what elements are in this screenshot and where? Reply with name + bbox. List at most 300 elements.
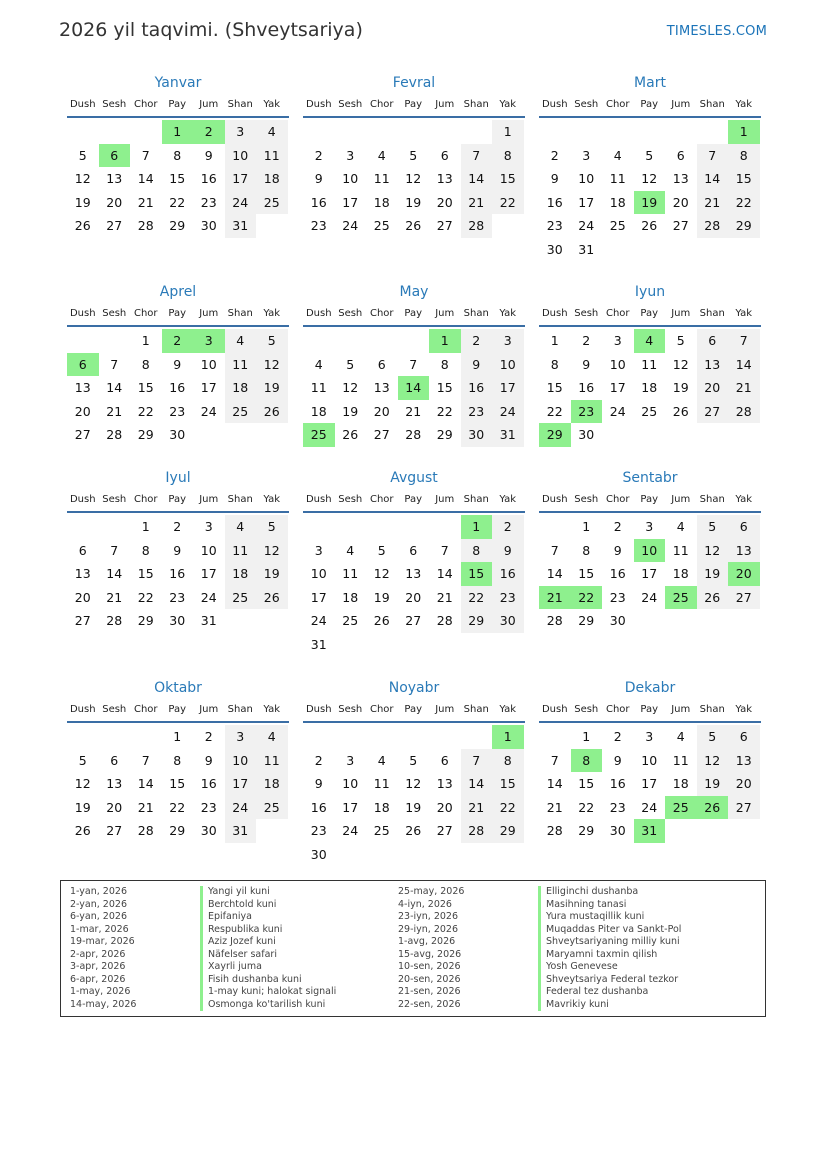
day-cell: 30 xyxy=(609,823,626,839)
day-cell: 26 xyxy=(405,823,422,839)
day-cell: 15 xyxy=(169,171,186,187)
holiday-date: 2-apr, 2026 xyxy=(70,948,126,960)
empty-cell xyxy=(366,329,398,353)
day-cell: 14 xyxy=(461,167,493,191)
days-grid xyxy=(539,515,761,633)
days-grid xyxy=(539,725,761,843)
day-cell: 18 xyxy=(225,562,257,586)
day-cell: 4 xyxy=(225,515,257,539)
holiday-dates-col-1 xyxy=(70,886,195,1011)
day-cell: 2 xyxy=(582,333,591,348)
day-cell: 22 xyxy=(492,796,524,820)
day-cell: 16 xyxy=(546,194,563,210)
day-cell: 2 xyxy=(173,519,182,534)
holiday-name: Mavrikiy kuni xyxy=(538,999,758,1012)
empty-cell xyxy=(429,725,461,749)
day-cell: 2 xyxy=(613,729,622,744)
day-cell: 31 xyxy=(492,423,524,447)
day-cell: 14 xyxy=(436,566,453,582)
weekday-label: Yak xyxy=(499,99,517,110)
weekday-label: Jum xyxy=(199,308,219,319)
weekday-label: Sesh xyxy=(574,308,599,319)
day-cell: 23 xyxy=(546,218,563,234)
empty-cell xyxy=(571,120,603,144)
weekday-label: Shan xyxy=(463,494,489,505)
day-cell: 27 xyxy=(436,218,453,234)
day-cell: 4 xyxy=(225,329,257,353)
day-cell: 7 xyxy=(697,144,729,168)
day-cell: 1 xyxy=(582,519,591,534)
day-cell: 25 xyxy=(373,218,390,234)
day-cell: 22 xyxy=(137,589,154,605)
holiday-day-cell: 3 xyxy=(193,329,225,353)
weekday-label: Jum xyxy=(435,99,455,110)
weekday-label: Jum xyxy=(671,494,691,505)
day-cell: 8 xyxy=(492,749,524,773)
day-cell: 11 xyxy=(225,353,257,377)
day-cell: 4 xyxy=(256,725,288,749)
day-cell: 26 xyxy=(405,218,422,234)
month-sentabr xyxy=(539,469,761,633)
day-cell: 15 xyxy=(492,772,524,796)
holiday-date: 2-yan, 2026 xyxy=(70,898,127,910)
holiday-day-cell: 25 xyxy=(665,586,697,610)
day-cell: 31 xyxy=(578,241,595,257)
day-cell: 2 xyxy=(550,147,559,163)
day-cell: 11 xyxy=(373,171,390,187)
weekday-label: Jum xyxy=(199,494,219,505)
day-cell: 23 xyxy=(169,589,186,605)
day-cell: 5 xyxy=(697,515,729,539)
day-cell: 22 xyxy=(728,191,760,215)
day-cell: 10 xyxy=(641,752,658,768)
holiday-name: Masihning tanasi xyxy=(538,899,758,912)
day-cell: 17 xyxy=(342,194,359,210)
weekday-label: Yak xyxy=(499,494,517,505)
day-cell: 14 xyxy=(728,353,760,377)
holiday-dates-col-2 xyxy=(398,886,538,1011)
weekday-label: Sesh xyxy=(338,308,363,319)
day-cell: 27 xyxy=(405,613,422,629)
day-cell: 27 xyxy=(728,796,760,820)
month-name: Avgust xyxy=(390,470,438,486)
empty-cell xyxy=(539,120,571,144)
weekday-label: Shan xyxy=(699,99,725,110)
day-cell: 14 xyxy=(137,776,154,792)
day-cell: 7 xyxy=(728,329,760,353)
holiday-name: Berchtold kuni xyxy=(200,899,390,912)
day-cell: 25 xyxy=(225,586,257,610)
weekday-label: Yak xyxy=(735,494,753,505)
month-aprel xyxy=(67,283,289,447)
day-cell: 20 xyxy=(74,589,91,605)
empty-cell xyxy=(303,329,335,353)
empty-cell xyxy=(67,120,99,144)
day-cell: 28 xyxy=(728,400,760,424)
holiday-name: Näfelser safari xyxy=(200,949,390,962)
day-cell: 19 xyxy=(405,194,422,210)
weekday-label: Chor xyxy=(133,99,158,110)
day-cell: 13 xyxy=(106,776,123,792)
day-cell: 24 xyxy=(200,403,217,419)
weekday-label: Dush xyxy=(541,704,568,715)
weekday-label: Chor xyxy=(133,308,158,319)
month-oktabr xyxy=(67,679,289,843)
day-cell: 12 xyxy=(342,380,359,396)
empty-cell xyxy=(398,329,430,353)
day-cell: 17 xyxy=(578,194,595,210)
day-cell: 8 xyxy=(440,356,449,372)
day-cell: 24 xyxy=(225,191,257,215)
empty-cell xyxy=(335,515,367,539)
day-cell: 2 xyxy=(314,147,323,163)
day-cell: 8 xyxy=(582,542,591,558)
month-name: Yanvar xyxy=(154,75,202,91)
day-cell: 10 xyxy=(342,776,359,792)
weekday-label: Shan xyxy=(699,494,725,505)
day-cell: 12 xyxy=(405,171,422,187)
day-cell: 19 xyxy=(697,562,729,586)
day-cell: 27 xyxy=(74,427,91,443)
day-cell: 11 xyxy=(373,776,390,792)
day-cell: 2 xyxy=(204,729,213,744)
day-cell: 25 xyxy=(609,218,626,234)
empty-cell xyxy=(634,120,666,144)
day-cell: 19 xyxy=(256,376,288,400)
day-cell: 7 xyxy=(550,542,559,558)
day-cell: 7 xyxy=(550,752,559,768)
day-cell: 21 xyxy=(137,799,154,815)
day-cell: 12 xyxy=(373,566,390,582)
day-cell: 17 xyxy=(492,376,524,400)
day-cell: 18 xyxy=(641,380,658,396)
day-cell: 4 xyxy=(377,752,386,768)
day-cell: 23 xyxy=(200,799,217,815)
day-cell: 10 xyxy=(578,171,595,187)
day-cell: 5 xyxy=(256,329,288,353)
empty-cell xyxy=(461,120,493,144)
weekday-label: Yak xyxy=(499,308,517,319)
day-cell: 25 xyxy=(342,613,359,629)
weekday-label: Shan xyxy=(463,99,489,110)
day-cell: 6 xyxy=(697,329,729,353)
day-cell: 1 xyxy=(141,333,150,348)
weekday-label: Dush xyxy=(69,99,96,110)
holiday-date: 19-mar, 2026 xyxy=(70,936,135,947)
month-name: Mart xyxy=(634,75,666,91)
day-cell: 16 xyxy=(461,376,493,400)
site-logo-link[interactable]: TIMESLES.COM xyxy=(666,24,767,39)
weekday-label: Yak xyxy=(263,494,281,505)
day-cell: 16 xyxy=(310,194,327,210)
day-cell: 22 xyxy=(546,403,563,419)
day-cell: 4 xyxy=(676,729,685,744)
day-cell: 11 xyxy=(256,749,288,773)
holiday-name: Aziz Jozef kuni xyxy=(200,936,390,949)
holiday-date: 1-mar, 2026 xyxy=(70,923,129,935)
day-cell: 20 xyxy=(106,194,123,210)
day-cell: 17 xyxy=(609,380,626,396)
weekday-label: Dush xyxy=(541,99,568,110)
month-fevral xyxy=(303,74,525,238)
day-cell: 27 xyxy=(672,218,689,234)
day-cell: 13 xyxy=(373,380,390,396)
day-cell: 27 xyxy=(74,613,91,629)
holiday-day-cell: 8 xyxy=(571,749,603,773)
weekday-label: Jum xyxy=(671,99,691,110)
day-cell: 17 xyxy=(225,167,257,191)
day-cell: 21 xyxy=(461,796,493,820)
holiday-day-cell: 26 xyxy=(697,796,729,820)
weekday-label: Sesh xyxy=(338,704,363,715)
day-cell: 1 xyxy=(141,519,150,534)
days-grid xyxy=(67,120,289,238)
day-cell: 22 xyxy=(492,191,524,215)
day-cell: 13 xyxy=(436,776,453,792)
day-cell: 21 xyxy=(546,799,563,815)
day-cell: 1 xyxy=(550,333,559,348)
day-cell: 20 xyxy=(728,772,760,796)
day-cell: 23 xyxy=(461,400,493,424)
day-cell: 12 xyxy=(697,749,729,773)
weekday-label: Yak xyxy=(499,704,517,715)
day-cell: 13 xyxy=(697,353,729,377)
day-cell: 19 xyxy=(405,799,422,815)
day-cell: 5 xyxy=(409,752,418,768)
empty-cell xyxy=(130,725,162,749)
day-cell: 13 xyxy=(436,171,453,187)
day-cell: 11 xyxy=(342,566,359,582)
day-cell: 28 xyxy=(461,214,493,238)
weekday-label: Jum xyxy=(671,704,691,715)
day-cell: 8 xyxy=(550,356,559,372)
day-cell: 24 xyxy=(225,796,257,820)
day-cell: 13 xyxy=(728,539,760,563)
weekday-header xyxy=(303,491,525,513)
empty-cell xyxy=(366,120,398,144)
day-cell: 12 xyxy=(672,356,689,372)
day-cell: 7 xyxy=(141,147,150,163)
days-grid xyxy=(303,120,525,238)
weekday-label: Chor xyxy=(369,99,394,110)
empty-cell xyxy=(366,515,398,539)
holiday-day-cell: 25 xyxy=(665,796,697,820)
month-name: Iyun xyxy=(634,284,666,300)
days-grid xyxy=(303,515,525,657)
holiday-name: Muqaddas Piter va Sankt-Pol xyxy=(538,924,758,937)
holiday-date: 14-may, 2026 xyxy=(70,998,137,1010)
empty-cell xyxy=(130,120,162,144)
weekday-label: Pay xyxy=(640,308,659,319)
weekday-label: Pay xyxy=(168,308,187,319)
day-cell: 19 xyxy=(256,562,288,586)
month-name: Aprel xyxy=(159,284,197,300)
day-cell: 25 xyxy=(641,403,658,419)
day-cell: 27 xyxy=(697,400,729,424)
holiday-date: 23-iyn, 2026 xyxy=(398,911,459,922)
day-cell: 18 xyxy=(373,194,390,210)
month-name: Iyul xyxy=(165,470,191,486)
day-cell: 17 xyxy=(641,566,658,582)
day-cell: 18 xyxy=(256,772,288,796)
day-cell: 10 xyxy=(225,749,257,773)
weekday-label: Sesh xyxy=(574,704,599,715)
day-cell: 23 xyxy=(609,799,626,815)
day-cell: 8 xyxy=(173,147,182,163)
holiday-day-cell: 25 xyxy=(303,423,335,447)
weekday-label: Chor xyxy=(605,494,630,505)
day-cell: 7 xyxy=(110,542,119,558)
weekday-label: Dush xyxy=(69,308,96,319)
day-cell: 11 xyxy=(609,171,626,187)
day-cell: 3 xyxy=(204,519,213,534)
empty-cell xyxy=(398,725,430,749)
month-name: Sentabr xyxy=(622,470,678,486)
weekday-label: Sesh xyxy=(338,99,363,110)
day-cell: 17 xyxy=(641,776,658,792)
holiday-list xyxy=(60,880,766,1017)
holiday-name: Xayrli juma xyxy=(200,961,390,974)
day-cell: 6 xyxy=(728,725,760,749)
day-cell: 3 xyxy=(645,519,654,534)
day-cell: 26 xyxy=(672,403,689,419)
day-cell: 18 xyxy=(609,194,626,210)
day-cell: 21 xyxy=(106,589,123,605)
day-cell: 24 xyxy=(200,589,217,605)
day-cell: 29 xyxy=(728,214,760,238)
weekday-label: Pay xyxy=(404,494,423,505)
days-grid xyxy=(67,515,289,633)
weekday-label: Pay xyxy=(168,99,187,110)
day-cell: 14 xyxy=(137,171,154,187)
day-cell: 14 xyxy=(546,566,563,582)
month-avgust xyxy=(303,469,525,657)
empty-cell xyxy=(539,725,571,749)
day-cell: 15 xyxy=(137,380,154,396)
day-cell: 16 xyxy=(492,562,524,586)
day-cell: 19 xyxy=(672,380,689,396)
day-cell: 17 xyxy=(200,380,217,396)
day-cell: 25 xyxy=(256,796,288,820)
day-cell: 26 xyxy=(74,218,91,234)
empty-cell xyxy=(602,120,634,144)
day-cell: 20 xyxy=(405,589,422,605)
day-cell: 9 xyxy=(550,171,559,187)
month-name: Fevral xyxy=(392,75,436,91)
day-cell: 21 xyxy=(137,194,154,210)
weekday-header xyxy=(67,305,289,327)
day-cell: 26 xyxy=(641,218,658,234)
weekday-label: Jum xyxy=(199,704,219,715)
empty-cell xyxy=(303,120,335,144)
month-dekabr xyxy=(539,679,761,843)
day-cell: 26 xyxy=(256,586,288,610)
day-cell: 27 xyxy=(436,823,453,839)
holiday-day-cell: 1 xyxy=(461,515,493,539)
holiday-date: 22-sen, 2026 xyxy=(398,998,461,1010)
day-cell: 9 xyxy=(461,353,493,377)
day-cell: 27 xyxy=(106,823,123,839)
day-cell: 6 xyxy=(78,542,87,558)
day-cell: 14 xyxy=(461,772,493,796)
day-cell: 31 xyxy=(310,636,327,652)
empty-cell xyxy=(303,515,335,539)
empty-cell xyxy=(99,515,131,539)
weekday-label: Yak xyxy=(735,704,753,715)
holiday-date: 15-avg, 2026 xyxy=(398,948,462,960)
day-cell: 28 xyxy=(436,613,453,629)
day-cell: 18 xyxy=(225,376,257,400)
day-cell: 4 xyxy=(676,519,685,534)
day-cell: 24 xyxy=(641,799,658,815)
month-may xyxy=(303,283,525,447)
day-cell: 29 xyxy=(436,427,453,443)
weekday-label: Yak xyxy=(735,99,753,110)
day-cell: 11 xyxy=(672,752,689,768)
day-cell: 30 xyxy=(169,427,186,443)
weekday-label: Chor xyxy=(369,308,394,319)
day-cell: 9 xyxy=(314,776,323,792)
weekday-label: Yak xyxy=(263,704,281,715)
days-grid xyxy=(303,329,525,447)
holiday-date: 25-may, 2026 xyxy=(398,886,465,897)
day-cell: 5 xyxy=(346,356,355,372)
days-grid xyxy=(67,329,289,447)
holiday-name: Epifaniya xyxy=(200,911,390,924)
weekday-label: Chor xyxy=(133,494,158,505)
day-cell: 28 xyxy=(137,218,154,234)
day-cell: 9 xyxy=(173,542,182,558)
weekday-label: Dush xyxy=(541,308,568,319)
day-cell: 5 xyxy=(377,542,386,558)
holiday-names-col-2 xyxy=(538,886,758,1011)
weekday-header xyxy=(67,491,289,513)
weekday-label: Chor xyxy=(133,704,158,715)
weekday-label: Dush xyxy=(305,704,332,715)
day-cell: 5 xyxy=(676,333,685,348)
day-cell: 20 xyxy=(697,376,729,400)
day-cell: 10 xyxy=(200,542,217,558)
empty-cell xyxy=(398,120,430,144)
day-cell: 5 xyxy=(78,752,87,768)
day-cell: 23 xyxy=(310,823,327,839)
day-cell: 22 xyxy=(436,403,453,419)
empty-cell xyxy=(67,329,99,353)
day-cell: 31 xyxy=(225,819,257,843)
day-cell: 29 xyxy=(578,613,595,629)
empty-cell xyxy=(99,725,131,749)
day-cell: 31 xyxy=(225,214,257,238)
day-cell: 24 xyxy=(342,218,359,234)
weekday-label: Sesh xyxy=(574,494,599,505)
weekday-header xyxy=(539,305,761,327)
day-cell: 19 xyxy=(342,403,359,419)
day-cell: 20 xyxy=(436,799,453,815)
weekday-label: Yak xyxy=(735,308,753,319)
day-cell: 7 xyxy=(461,144,493,168)
day-cell: 22 xyxy=(461,586,493,610)
day-cell: 4 xyxy=(346,542,355,558)
day-cell: 6 xyxy=(440,752,449,768)
weekday-label: Chor xyxy=(369,494,394,505)
day-cell: 13 xyxy=(106,171,123,187)
day-cell: 27 xyxy=(728,586,760,610)
day-cell: 12 xyxy=(256,353,288,377)
holiday-day-cell: 14 xyxy=(398,376,430,400)
holiday-day-cell: 4 xyxy=(634,329,666,353)
day-cell: 12 xyxy=(641,171,658,187)
weekday-header xyxy=(303,305,525,327)
